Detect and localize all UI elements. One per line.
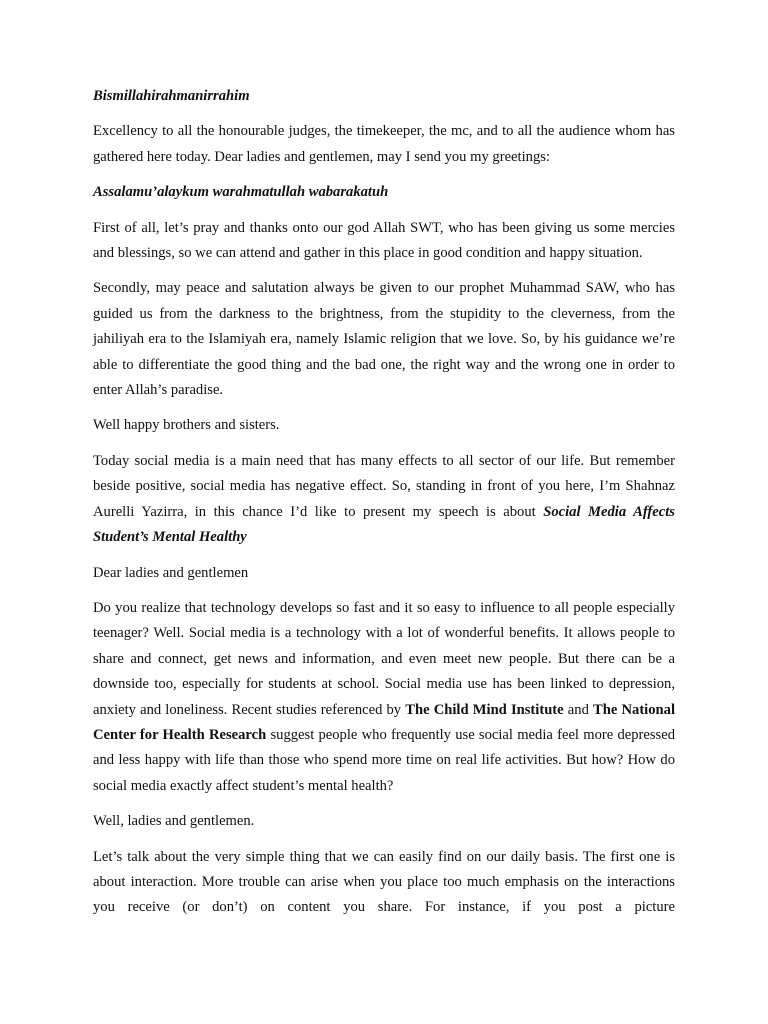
- org-nchr: The National Center for Health Research: [93, 701, 675, 743]
- paragraph-today: [93, 449, 675, 551]
- salam-greeting: Assalamu’alaykum warahmatullah wabarakatuh: [93, 184, 389, 201]
- paragraph-first: First of all, let’s pray and thanks onto our god Allah SWT, who has been giving us some mercies and blessings, so we can attend and gather in this place in good condition and happy situation.: [93, 219, 675, 262]
- realize-and: and: [563, 701, 594, 718]
- realize-text-a: Do you realize that technology develops so fast and it so easy to influence to all people especially teenager? Well. Social media is a technology with a lot of wonderful benefits. It allows people to share and connect, get news and information, and even meet new people. But there can be a downside too, especially for students at school. Social media use has been linked to depression, anxiety and loneliness. Recent studies referenced by: [93, 599, 675, 718]
- today-text: Today social media is a main need that has many effects to all sector of our life. But remember beside positive, social media has negative effect. So, standing in front of you here, I’m Shahnaz Aurelli Yazirra, in this chance I’d like to present my speech is about: [93, 452, 675, 520]
- heading: Bismillahirahmanirrahim: [93, 88, 250, 104]
- speech-topic: Social Media Affects Student’s Mental Healthy: [93, 503, 675, 546]
- paragraph-talk: Let’s talk about the very simple thing that we can easily find on our daily basis. The first one is about interaction. More trouble can arise when you place too much emphasis on the interactions you receive (or don’t) on content you share. For instance, if you post a picture: [93, 848, 675, 916]
- paragraph-opening: Excellency to all the honourable judges, the timekeeper, the mc, and to all the audience whom has gathered here today. Dear ladies and gentlemen, may I send you my greetings:: [93, 123, 675, 165]
- paragraph-well2: Well, ladies and gentlemen.: [93, 813, 255, 830]
- paragraph-realize: [93, 596, 675, 799]
- paragraph-second: Secondly, may peace and salutation always be given to our prophet Muhammad SAW, who has guided us from the darkness to the brightness, from the stupidity to the cleverness, from the jahiliyah era to the Islamiyah era, namely Islamic religion that we love. So, by his guidance we’re able to differentiate the good thing and the bad one, the right way and the wrong one in order to enter Allah’s paradise.: [93, 280, 675, 399]
- paragraph-dear: Dear ladies and gentlemen: [93, 564, 249, 581]
- document-page: [93, 84, 675, 931]
- paragraph-well: Well happy brothers and sisters.: [93, 417, 280, 434]
- org-child-mind: The Child Mind Institute: [405, 701, 564, 718]
- realize-text-b: suggest people who frequently use social media feel more depressed and less happy with life than those who spend more time on real life activities. But how? How do social media exactly affect student’s mental health?: [93, 726, 675, 794]
